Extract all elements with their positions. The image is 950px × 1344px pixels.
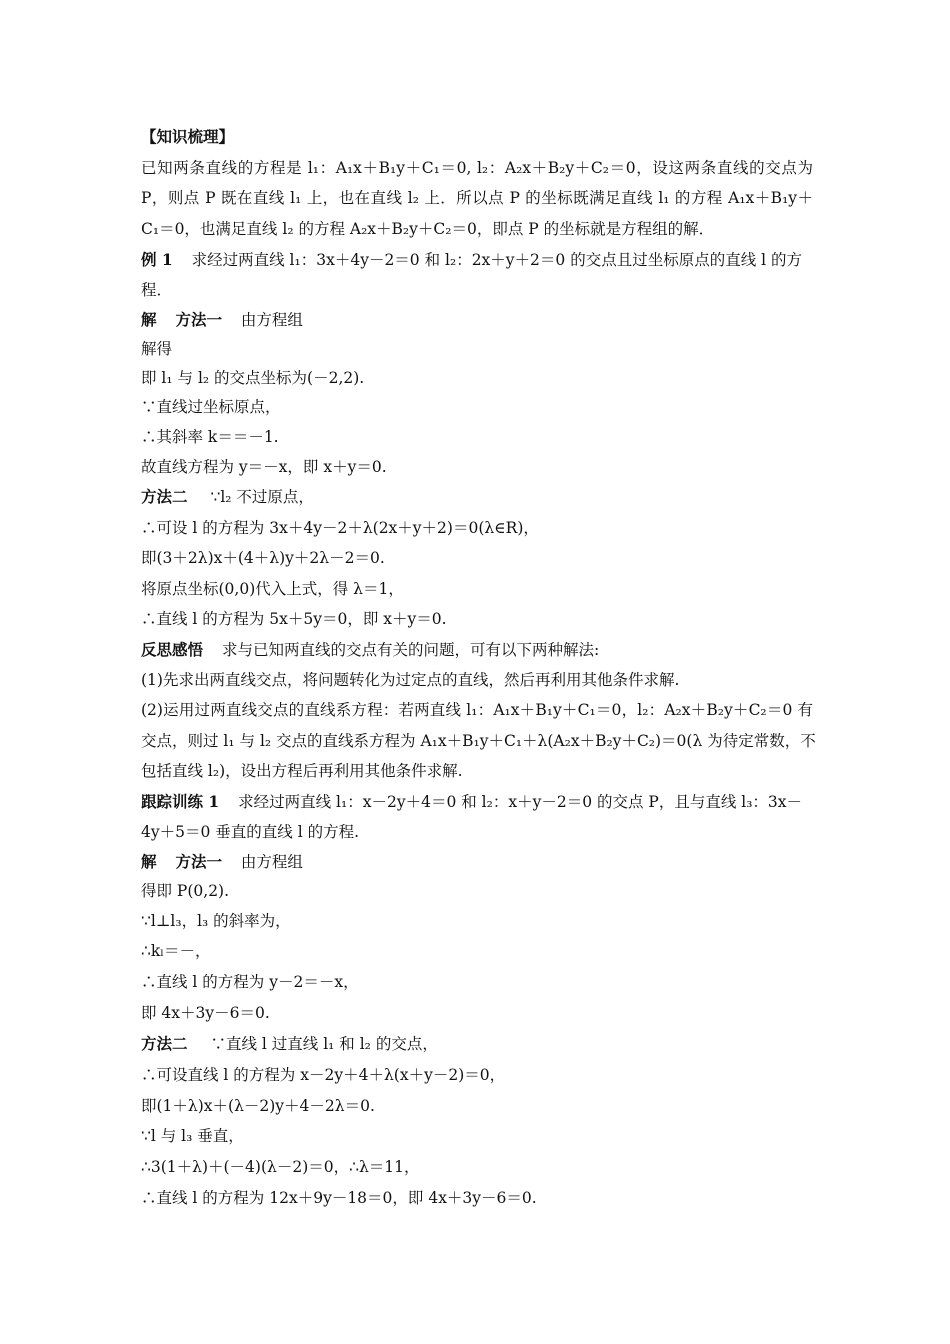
practice-1-step: ∵l⊥l₃，l₃ 的斜率为， bbox=[141, 912, 291, 930]
practice-1-label: 跟踪训练 1 bbox=[141, 792, 220, 811]
practice-1-step: ∴直线 l 的方程为 y－2＝－x， bbox=[141, 973, 359, 991]
method-2-label: 方法二 bbox=[141, 487, 188, 506]
example-1-step: ∵直线过坐标原点， bbox=[141, 398, 281, 416]
practice-1-step: ∵l 与 l₃ 垂直， bbox=[141, 1127, 244, 1145]
solution-label: 解 bbox=[141, 852, 157, 871]
example-1-step: ∴直线 l 的方程为 5x＋5y＝0，即 x＋y＝0. bbox=[141, 610, 447, 628]
reflection-point-2-line-2: 交点，则过 l₁ 与 l₂ 交点的直线系方程为 A₁x＋B₁y＋C₁＋λ(A₂x＋B₂y＋C₂)＝0(λ 为待定常数，不 bbox=[141, 732, 816, 750]
practice-1-question-line-2: 4y＋5＝0 垂直的直线 l 的方程. bbox=[141, 823, 360, 841]
practice-1-step: ∴kₗ＝－， bbox=[141, 942, 211, 960]
practice-1-step: ∴3(1＋λ)＋(－4)(λ－2)＝0，∴λ＝11， bbox=[141, 1158, 420, 1176]
practice-1-method-1-heading bbox=[141, 852, 813, 872]
example-1-label: 例 1 bbox=[141, 250, 173, 269]
practice-1-question-line-1 bbox=[141, 792, 813, 812]
example-1-step: 即 l₁ 与 l₂ 的交点坐标为(－2,2). bbox=[141, 369, 365, 387]
knowledge-line-2: P，则点 P 既在直线 l₁ 上，也在直线 l₂ 上．所以点 P 的坐标既满足直线 l₁ 的方程 A₁x＋B₁y＋ bbox=[141, 189, 813, 207]
example-1-question-text: 求经过两直线 l₁：3x＋4y－2＝0 和 l₂：2x＋y＋2＝0 的交点且过坐标原点的直线 l 的方 bbox=[191, 251, 803, 269]
example-1-step: ∴可设 l 的方程为 3x＋4y－2＋λ(2x＋y＋2)＝0(λ∈R)， bbox=[141, 519, 539, 537]
method-2-label: 方法二 bbox=[141, 1034, 188, 1053]
example-1-step: ∴其斜率 k＝＝－1. bbox=[141, 428, 279, 446]
solution-label: 解 bbox=[141, 310, 157, 329]
method-1-label: 方法一 bbox=[175, 310, 222, 329]
example-1-step: 解得 bbox=[141, 340, 173, 358]
knowledge-line-1: 已知两条直线的方程是 l₁：A₁x＋B₁y＋C₁＝0, l₂：A₂x＋B₂y＋C₂＝0，设这两条直线的交点为 bbox=[141, 159, 813, 177]
practice-1-step: ∴可设直线 l 的方程为 x－2y＋4＋λ(x＋y－2)＝0， bbox=[141, 1066, 506, 1084]
example-1-question-line-2: 程． bbox=[141, 281, 173, 299]
reflection-heading bbox=[141, 640, 813, 660]
example-1-method-2-heading bbox=[141, 487, 813, 507]
example-1-step: 故直线方程为 y＝－x，即 x＋y＝0. bbox=[141, 458, 387, 476]
method-1-text: 由方程组 bbox=[240, 853, 303, 871]
reflection-point-2-line-3: 包括直线 l₂)，设出方程后再利用其他条件求解. bbox=[141, 762, 463, 780]
section-title: 【知识梳理】 bbox=[141, 127, 235, 146]
example-1-method-1-heading bbox=[141, 310, 813, 330]
practice-1-question-text: 求经过两直线 l₁：x－2y＋4＝0 和 l₂：x＋y－2＝0 的交点 P，且与直线 l₃：3x－ bbox=[238, 793, 803, 811]
example-1-step: 即(3＋2λ)x＋(4＋λ)y＋2λ－2＝0. bbox=[141, 549, 385, 567]
practice-1-step: 得即 P(0,2). bbox=[141, 882, 230, 900]
reflection-point-2-line-1: (2)运用过两直线交点的直线系方程：若两直线 l₁：A₁x＋B₁y＋C₁＝0，l₂：A₂x＋B₂y＋C₂＝0 有 bbox=[141, 701, 813, 719]
reflection-label: 反思感悟 bbox=[141, 640, 204, 659]
method-1-label: 方法一 bbox=[175, 852, 222, 871]
practice-1-step: ∴直线 l 的方程为 12x＋9y－18＝0，即 4x＋3y－6＝0. bbox=[141, 1189, 537, 1207]
reflection-intro: 求与已知两直线的交点有关的问题，可有以下两种解法: bbox=[221, 641, 600, 659]
method-2-text: ∵直线 l 过直线 l₁ 和 l₂ 的交点， bbox=[210, 1035, 438, 1053]
example-1-step: 将原点坐标(0,0)代入上式，得 λ＝1， bbox=[141, 580, 404, 598]
method-2-text: ∵l₂ 不过原点， bbox=[210, 488, 314, 506]
example-1-question-line-1 bbox=[141, 250, 813, 270]
reflection-point-1: (1)先求出两直线交点，将问题转化为过定点的直线，然后再利用其他条件求解. bbox=[141, 671, 680, 689]
method-1-text: 由方程组 bbox=[240, 311, 303, 329]
practice-1-step: 即 4x＋3y－6＝0. bbox=[141, 1004, 270, 1022]
practice-1-method-2-heading bbox=[141, 1034, 813, 1054]
knowledge-line-3: C₁＝0，也满足直线 l₂ 的方程 A₂x＋B₂y＋C₂＝0，即点 P 的坐标就是方程组的解． bbox=[141, 220, 715, 238]
practice-1-step: 即(1＋λ)x＋(λ－2)y＋4－2λ＝0. bbox=[141, 1097, 375, 1115]
